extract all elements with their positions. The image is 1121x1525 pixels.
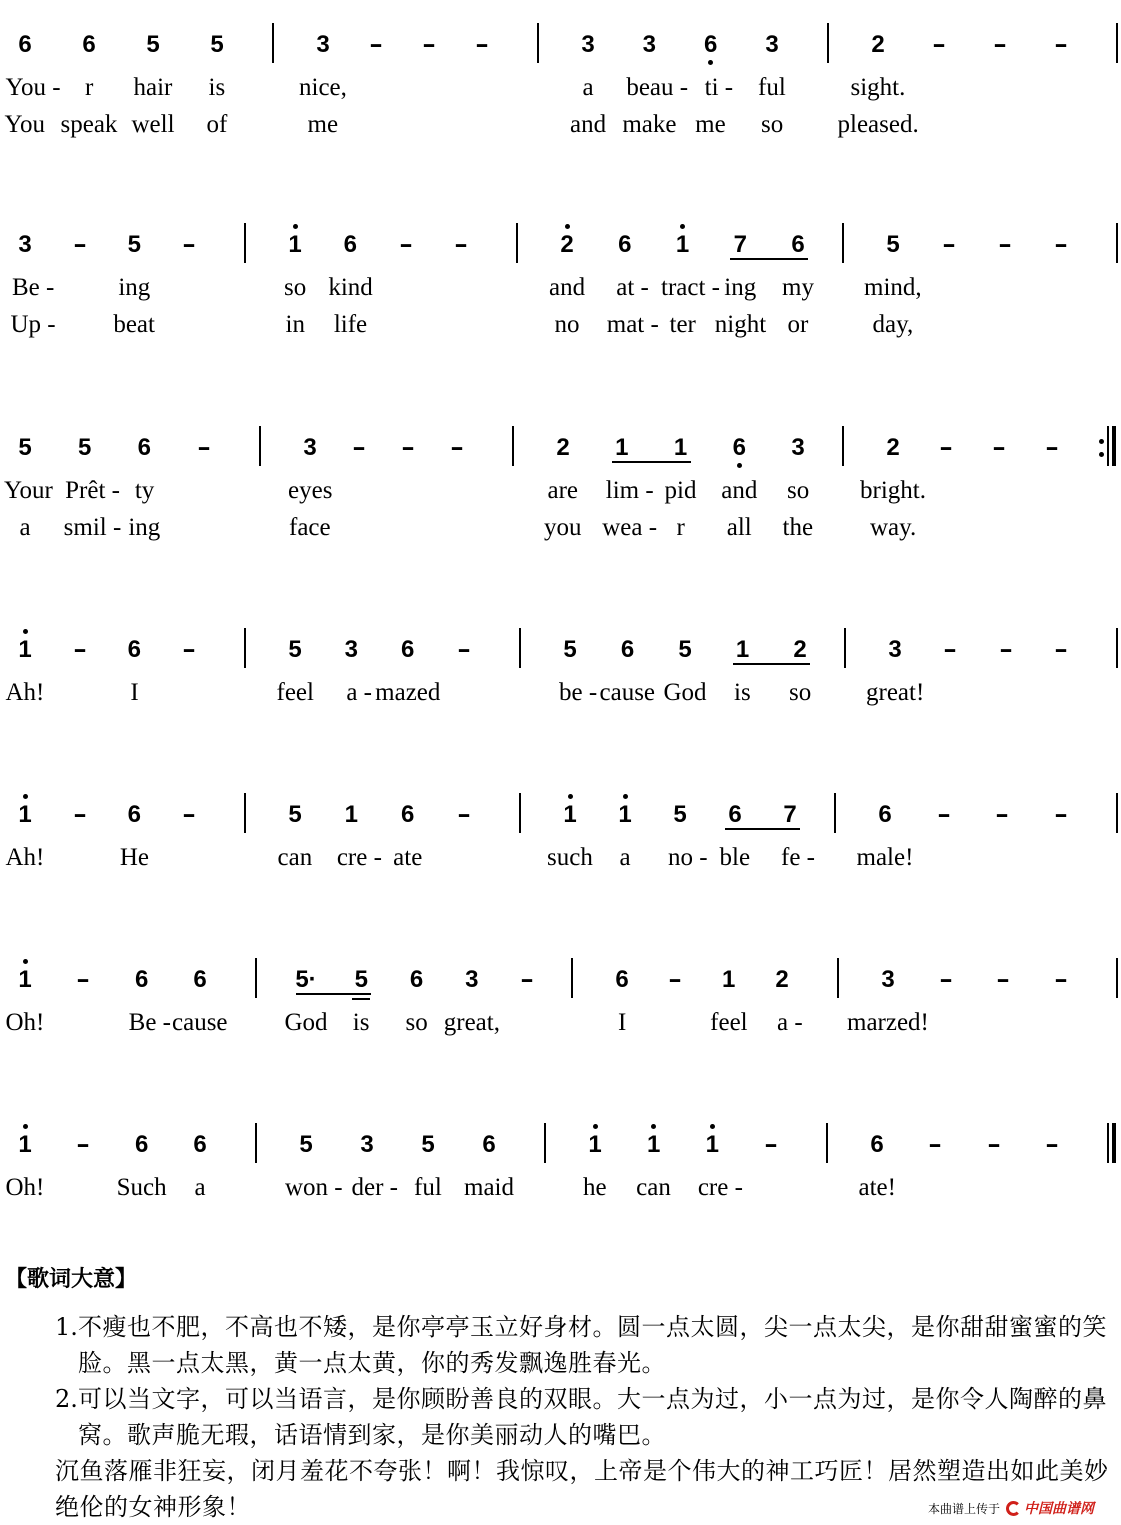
lyric-verse-1: ble: [719, 844, 751, 871]
sustain-dash: -: [1054, 801, 1068, 828]
note: 6: [127, 801, 142, 828]
bar-line: [1116, 793, 1118, 833]
thick-bar: [1112, 426, 1116, 466]
lyric-verse-1: Oh!: [5, 1009, 45, 1036]
note: 5: [563, 636, 577, 663]
lyric-verse-2: so: [761, 111, 784, 138]
repeat-dot: [1099, 452, 1104, 457]
lyric-verse-1: lim -: [605, 477, 654, 504]
note: 2: [560, 231, 574, 258]
bar-line: [842, 426, 844, 466]
lyric-verse-2: all: [726, 514, 752, 541]
note: 6: [193, 1131, 207, 1158]
lyric-verse-2: in: [285, 311, 305, 338]
lyric-verse-1: and: [549, 274, 586, 301]
note: 6: [703, 31, 718, 58]
note: 5: [673, 801, 687, 828]
octave-dot-above: [293, 224, 298, 229]
note: 5: [77, 434, 92, 461]
lyric-verse-1: Your: [4, 477, 53, 504]
lyric-verse-2: way.: [870, 514, 917, 541]
note: 5: [210, 31, 224, 58]
lyric-verse-2: or: [787, 311, 809, 338]
sustain-dash: -: [764, 1131, 778, 1158]
lyric-verse-1: He: [119, 844, 149, 871]
note: 6: [193, 966, 207, 993]
lyric-verse-2: You: [4, 111, 46, 138]
lyric-verse-1: feel: [710, 1009, 748, 1036]
note: 1: [618, 801, 632, 828]
lyric-verse-1: der -: [351, 1174, 398, 1201]
lyric-verse-1: feel: [276, 679, 314, 706]
sustain-dash: -: [995, 801, 1010, 828]
note: 2: [775, 966, 789, 993]
sustain-dash: -: [72, 636, 87, 663]
note: 5: [127, 231, 142, 258]
lyric-verse-1: ate: [393, 844, 423, 871]
lyric-verse-1: You -: [5, 74, 61, 101]
lyric-verse-2: smil -: [63, 514, 122, 541]
sustain-dash: -: [1054, 231, 1068, 258]
note: 6: [400, 636, 415, 663]
lyric-verse-1: mazed: [375, 679, 441, 706]
note: 3: [303, 434, 317, 461]
note: 3: [791, 434, 805, 461]
meaning-item: [0, 1309, 1118, 1381]
lyric-verse-1: cre -: [697, 1174, 743, 1201]
lyric-verse-2: well: [131, 111, 175, 138]
lyric-verse-1: can: [277, 844, 313, 871]
lyric-verse-2: the: [782, 514, 814, 541]
lyric-verse-1: is: [734, 679, 751, 706]
note: 6: [870, 1131, 884, 1158]
sustain-dash: -: [986, 1131, 1001, 1158]
note: 1: [344, 801, 359, 828]
lyric-verse-1: pid: [664, 477, 697, 504]
note: 3: [344, 636, 359, 663]
bar-line: [837, 958, 839, 998]
bar-line: [519, 628, 521, 668]
lyric-verse-1: God: [663, 679, 707, 706]
lyric-verse-2: life: [333, 311, 368, 338]
note: 6: [127, 636, 142, 663]
repeat-dot: [1099, 439, 1104, 444]
sustain-dash: -: [352, 434, 366, 461]
lyric-verse-1: Oh!: [5, 1174, 45, 1201]
note: 2: [886, 434, 900, 461]
lyric-verse-2: face: [289, 514, 331, 541]
lyric-verse-1: Such: [116, 1174, 167, 1201]
octave-dot-above: [23, 794, 28, 799]
lyric-verse-1: hair: [133, 74, 173, 101]
lyric-verse-1: I: [618, 1009, 627, 1036]
note: 1: [588, 1131, 602, 1158]
lyric-verse-1: so: [284, 274, 307, 301]
underline-beam: [725, 828, 800, 830]
octave-dot-above: [23, 629, 28, 634]
lyric-verse-2: speak: [60, 111, 118, 138]
lyric-verse-1: sight.: [850, 74, 906, 101]
octave-dot-above: [680, 224, 685, 229]
note: 1: [18, 801, 32, 828]
lyric-verse-1: male!: [856, 844, 914, 871]
note: 2: [871, 31, 885, 58]
lyric-verse-1: so: [405, 1009, 428, 1036]
sustain-dash: -: [938, 966, 953, 993]
bar-line: [826, 1123, 828, 1163]
lyric-verse-1: a: [194, 1174, 206, 1201]
octave-dot-above: [565, 224, 570, 229]
note: 5: [354, 966, 368, 993]
lyric-verse-2: wea -: [602, 514, 658, 541]
note: 3: [465, 966, 479, 993]
underline-beam: [612, 461, 691, 463]
lyric-verse-1: so: [789, 679, 812, 706]
sustain-dash: -: [457, 636, 471, 663]
lyric-verse-1: ing: [724, 274, 757, 301]
lyrics-meaning-body: [0, 1309, 1121, 1525]
lyric-verse-1: ing: [118, 274, 151, 301]
bar-line: [834, 793, 836, 833]
bar-line: [571, 958, 573, 998]
note: 6: [620, 636, 635, 663]
sustain-dash: -: [932, 31, 946, 58]
sustain-dash: -: [1045, 434, 1059, 461]
sustain-dash: -: [993, 31, 1007, 58]
thick-bar: [1112, 1123, 1116, 1163]
note: 3: [642, 31, 657, 58]
note: 5: [678, 636, 692, 663]
octave-dot-above: [568, 794, 573, 799]
bar-line: [1116, 958, 1118, 998]
sustain-dash: -: [401, 434, 415, 461]
bar-line: [519, 793, 521, 833]
note: 3: [360, 1131, 374, 1158]
bar-line: [259, 426, 261, 466]
note: 1: [615, 434, 629, 461]
sustain-dash: -: [76, 1131, 91, 1158]
note: 6: [728, 801, 742, 828]
lyric-verse-2: pleased.: [837, 111, 919, 138]
lyric-verse-1: cre -: [336, 844, 382, 871]
lyric-verse-1: mind,: [864, 274, 922, 301]
note: 3: [881, 966, 895, 993]
octave-dot-below: [708, 60, 713, 65]
note: 6: [134, 966, 149, 993]
octave-dot-above: [23, 1124, 28, 1129]
lyric-verse-1: a: [582, 74, 594, 101]
lyric-verse-2: a: [19, 514, 31, 541]
note: 5: [288, 801, 302, 828]
note: 3: [316, 31, 330, 58]
bar-line: [844, 628, 846, 668]
lyric-verse-1: I: [130, 679, 139, 706]
lyric-verse-1: Be -: [128, 1009, 172, 1036]
bar-line: [244, 793, 246, 833]
sustain-dash: -: [182, 636, 196, 663]
sustain-dash: -: [398, 231, 413, 258]
bar-line: [516, 223, 518, 263]
sustain-dash: -: [928, 1131, 943, 1158]
octave-dot-above: [651, 1124, 656, 1129]
note: 6: [409, 966, 424, 993]
sustain-dash: -: [520, 966, 534, 993]
lyric-verse-1: beau -: [626, 74, 689, 101]
lyric-verse-1: Ah!: [5, 844, 45, 871]
sustain-dash: -: [942, 231, 956, 258]
note: 1: [18, 636, 32, 663]
note: 5: [288, 636, 302, 663]
bar-line: [827, 23, 829, 63]
note: 3: [765, 31, 779, 58]
note: 6: [618, 231, 632, 258]
bar-line: [244, 223, 246, 263]
lyric-verse-1: he: [583, 1174, 607, 1201]
note: 6: [878, 801, 892, 828]
note: 7: [733, 231, 747, 258]
note: 5: [18, 434, 32, 461]
octave-dot-below: [737, 463, 742, 468]
note: 5: [421, 1131, 435, 1158]
note: 1: [735, 636, 750, 663]
site-logo-icon: [1006, 1501, 1021, 1516]
lyric-verse-1: God: [284, 1009, 328, 1036]
underline-beam: [733, 663, 811, 665]
sustain-dash: -: [457, 801, 471, 828]
lyric-verse-1: won -: [285, 1174, 343, 1201]
lyric-verse-2: you: [544, 514, 582, 541]
lyric-verse-1: such: [547, 844, 593, 871]
note: 5: [299, 1131, 313, 1158]
meaning-closing: 沉鱼落雁非狂妄，闭月羞花不夸张！啊！我惊叹，上帝是个伟大的神工巧匠！居然塑造出如此美妙绝伦的女神形象！: [55, 1457, 1109, 1521]
lyric-verse-1: marzed!: [847, 1009, 929, 1036]
note: 3: [888, 636, 902, 663]
octave-dot-above: [593, 1124, 598, 1129]
lyric-verse-1: ate!: [858, 1174, 896, 1201]
sustain-dash: -: [475, 31, 489, 58]
lyric-verse-1: kind: [328, 274, 373, 301]
lyric-verse-1: at -: [616, 274, 649, 301]
sustain-dash: -: [992, 434, 1006, 461]
bar-line: [255, 958, 257, 998]
lyric-verse-2: night: [714, 311, 767, 338]
lyric-verse-2: mat -: [606, 311, 659, 338]
sustain-dash: -: [943, 636, 958, 663]
note: 6: [400, 801, 415, 828]
sustain-dash: -: [1054, 966, 1068, 993]
lyric-verse-1: cause: [599, 679, 656, 706]
sustain-dash: -: [668, 966, 683, 993]
sustain-dash: -: [936, 801, 951, 828]
lyric-verse-1: tract -: [661, 274, 720, 301]
lyric-verse-1: Be -: [12, 274, 55, 301]
lyric-verse-1: is: [208, 74, 226, 101]
note: 3: [581, 31, 595, 58]
lyric-verse-1: so: [787, 477, 810, 504]
note: 2: [793, 636, 807, 663]
underline-beam: [296, 993, 371, 995]
lyric-verse-1: and: [721, 477, 758, 504]
note: 7: [783, 801, 797, 828]
note: 1: [18, 1131, 32, 1158]
sustain-dash: -: [182, 801, 196, 828]
lyric-verse-1: nice,: [299, 74, 347, 101]
bar-line: [544, 1123, 546, 1163]
bar-line: [512, 426, 514, 466]
note: 6: [482, 1131, 496, 1158]
sustain-dash: -: [197, 434, 211, 461]
bar-line: [1116, 223, 1118, 263]
lyric-verse-1: great,: [443, 1009, 500, 1036]
lyric-verse-1: Prêt -: [65, 477, 121, 504]
item-number: 2.: [55, 1385, 78, 1413]
lyric-verse-1: be -: [559, 679, 598, 706]
lyric-verse-1: eyes: [288, 477, 333, 504]
note: 1: [18, 966, 32, 993]
note: 6: [18, 31, 32, 58]
note: 6: [343, 231, 358, 258]
lyric-verse-1: bright.: [860, 477, 926, 504]
note: 1: [563, 801, 577, 828]
second-underline: [352, 998, 370, 1000]
lyric-verse-1: is: [352, 1009, 370, 1036]
lyric-verse-1: no -: [668, 844, 708, 871]
sustain-dash: -: [998, 231, 1012, 258]
octave-dot-above: [623, 794, 628, 799]
sustain-dash: -: [182, 231, 196, 258]
lyric-verse-1: a -: [777, 1009, 803, 1036]
underline-beam: [730, 258, 808, 260]
lyric-verse-2: day,: [872, 311, 914, 338]
sustain-dash: -: [1054, 636, 1068, 663]
lyric-verse-2: of: [206, 111, 228, 138]
upload-credit: [928, 1497, 1094, 1519]
lyric-verse-2: make: [622, 111, 677, 138]
note: 1: [675, 231, 690, 258]
lyric-verse-2: r: [676, 514, 685, 541]
lyric-verse-1: a -: [346, 679, 372, 706]
note: 5: [886, 231, 900, 258]
lyric-verse-1: can: [636, 1174, 671, 1201]
note: 6: [615, 966, 629, 993]
lyric-verse-1: r: [85, 74, 94, 101]
bar-line: [1116, 628, 1118, 668]
lyric-verse-2: me: [307, 111, 339, 138]
lyric-verse-1: ty: [134, 477, 155, 504]
meaning-item: [0, 1381, 1118, 1453]
bar-line: [1116, 23, 1118, 63]
lyric-verse-2: me: [695, 111, 726, 138]
site-logo-text: 中国曲谱网: [1024, 1501, 1095, 1517]
note: 6: [791, 231, 805, 258]
note: 5: [146, 31, 160, 58]
note: 1: [646, 1131, 661, 1158]
sustain-dash: -: [369, 31, 383, 58]
lyric-verse-1: ti -: [704, 74, 734, 101]
lyric-verse-1: a: [619, 844, 631, 871]
note: 1: [721, 966, 736, 993]
note: 3: [18, 231, 32, 258]
lyric-verse-2: ing: [128, 514, 161, 541]
note: 6: [732, 434, 746, 461]
lyrics-meaning-heading: 【歌词大意】: [5, 1267, 138, 1292]
sustain-dash: -: [939, 434, 953, 461]
lyric-verse-2: and: [570, 111, 607, 138]
thin-bar: [1107, 1123, 1109, 1163]
lyric-verse-1: cause: [172, 1009, 228, 1036]
sustain-dash: -: [1045, 1131, 1059, 1158]
lyric-verse-2: ter: [669, 311, 696, 338]
note: 6: [134, 1131, 149, 1158]
bar-line: [244, 628, 246, 668]
lyric-verse-1: fe -: [781, 844, 815, 871]
note: 1: [673, 434, 688, 461]
note: 5·: [295, 966, 317, 993]
upload-note: 本曲谱上传于: [928, 1501, 1001, 1516]
sustain-dash: -: [76, 966, 91, 993]
lyric-verse-1: are: [547, 477, 579, 504]
thin-bar: [1107, 426, 1109, 466]
note: 2: [556, 434, 570, 461]
sustain-dash: -: [72, 231, 87, 258]
lyric-verse-1: ful: [414, 1174, 442, 1201]
lyric-verse-1: ful: [758, 74, 786, 101]
lyric-verse-2: Up -: [10, 311, 56, 338]
item-number: 1.: [55, 1313, 78, 1341]
lyric-verse-1: great!: [866, 679, 925, 706]
sustain-dash: -: [72, 801, 87, 828]
note: 6: [137, 434, 152, 461]
note: 1: [288, 231, 302, 258]
lyric-verse-1: my: [782, 274, 814, 301]
lyric-verse-2: no: [554, 311, 580, 338]
sustain-dash: -: [422, 31, 436, 58]
item-text: 不瘦也不肥，不高也不矮，是你亭亭玉立好身材。圆一点太圆，尖一点太尖，是你甜甜蜜蜜的笑脸。黑一点太黑，黄一点太黄，你的秀发飘逸胜春光。: [78, 1313, 1107, 1377]
sustain-dash: -: [454, 231, 468, 258]
bar-line: [537, 23, 539, 63]
note: 6: [82, 31, 96, 58]
lyric-verse-1: Ah!: [5, 679, 45, 706]
bar-line: [272, 23, 274, 63]
note: 1: [705, 1131, 720, 1158]
octave-dot-above: [23, 959, 28, 964]
octave-dot-above: [710, 1124, 715, 1129]
sustain-dash: -: [996, 966, 1011, 993]
bar-line: [842, 223, 844, 263]
sustain-dash: -: [450, 434, 464, 461]
item-text: 可以当文字，可以当语言，是你顾盼善良的双眼。大一点为过，小一点为过，是你令人陶醉的鼻窝。歌声脆无瑕，话语情到家，是你美丽动人的嘴巴。: [78, 1385, 1107, 1449]
lyric-verse-2: beat: [113, 311, 155, 338]
lyric-verse-1: maid: [464, 1174, 514, 1201]
lyrics-meaning-section: [0, 1262, 1121, 1525]
sustain-dash: -: [1054, 31, 1068, 58]
sustain-dash: -: [998, 636, 1013, 663]
bar-line: [255, 1123, 257, 1163]
